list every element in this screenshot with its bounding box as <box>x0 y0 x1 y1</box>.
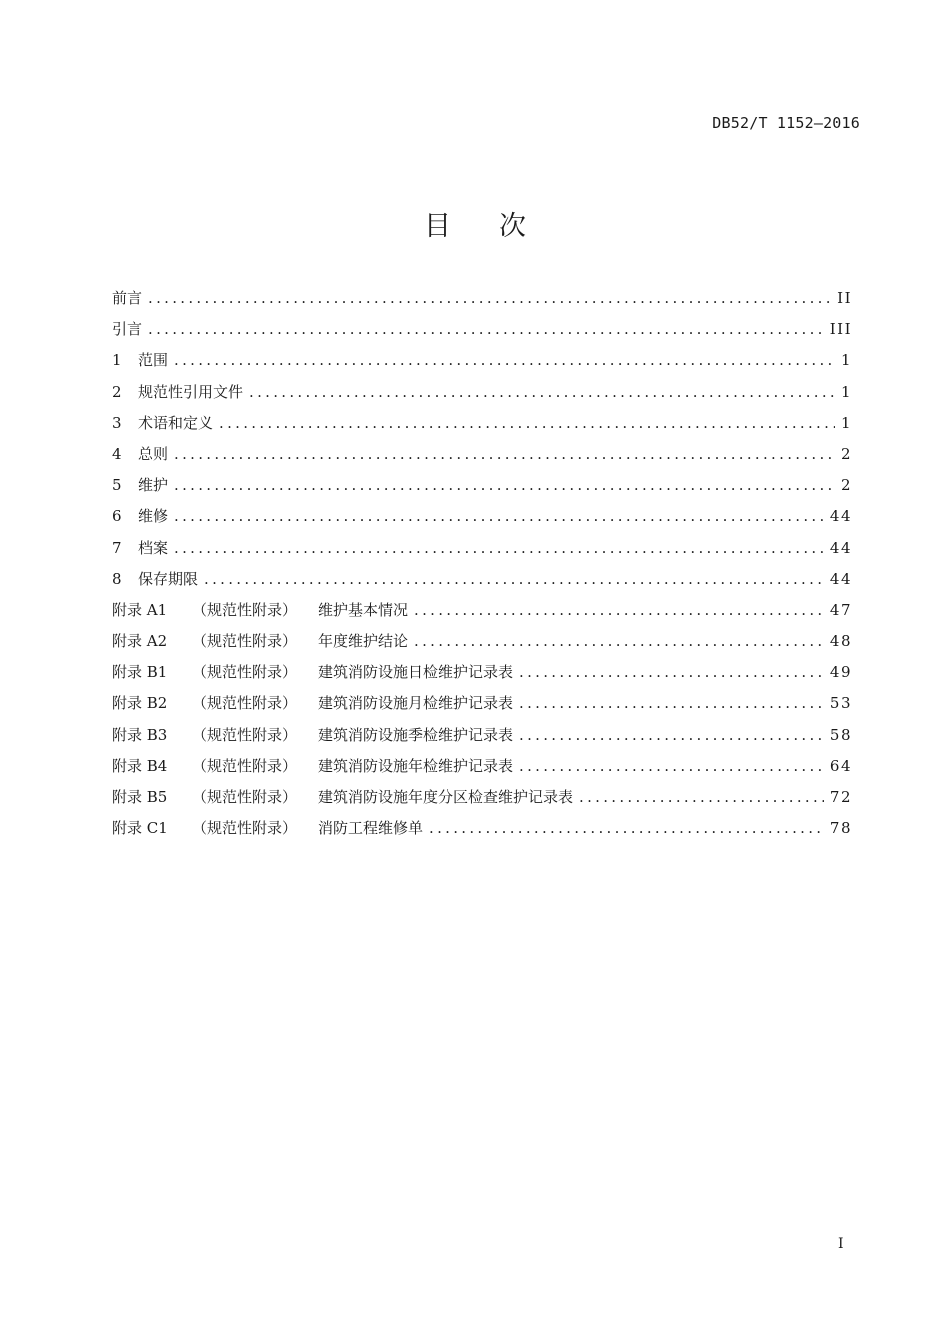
appendix-kind: （规范性附录） <box>192 725 298 744</box>
dot-leader <box>204 564 824 595</box>
page-folio: I <box>838 1236 844 1252</box>
toc-entry-label: 建筑消防设施年检维护记录表 <box>318 756 514 775</box>
dot-leader <box>519 688 824 719</box>
toc-page-number: 53 <box>829 694 852 713</box>
toc-entry-appendix[interactable] <box>112 595 852 626</box>
dot-leader <box>414 626 824 657</box>
toc-entry-label: 消防工程维修单 <box>318 819 424 838</box>
appendix-kind: （规范性附录） <box>192 600 298 619</box>
appendix-kind: （规范性附录） <box>192 663 298 682</box>
dot-leader <box>249 377 835 408</box>
toc-page-number: 78 <box>829 819 852 838</box>
appendix-kind: （规范性附录） <box>192 819 298 838</box>
dot-leader <box>148 314 824 345</box>
toc-page-number: III <box>829 320 852 339</box>
appendix-kind: （规范性附录） <box>192 632 298 651</box>
toc-entry-label: 维护 <box>138 476 169 495</box>
toc-entry-label: 引言 <box>112 320 143 339</box>
chapter-number: 1 <box>112 351 122 370</box>
dot-leader <box>519 657 824 688</box>
page-title: 目次 <box>424 211 574 242</box>
toc-page-number: 2 <box>840 444 852 463</box>
toc-entry-appendix[interactable] <box>112 657 852 688</box>
dot-leader <box>519 751 824 782</box>
toc-entry-label: 规范性引用文件 <box>138 382 244 401</box>
toc-page-number: 2 <box>840 476 852 495</box>
appendix-kind: （规范性附录） <box>192 694 298 713</box>
toc-entry-appendix[interactable] <box>112 688 852 719</box>
dot-leader <box>519 720 824 751</box>
chapter-number: 3 <box>112 413 122 432</box>
toc-page-number: 48 <box>829 632 852 651</box>
dot-leader <box>429 813 824 844</box>
dot-leader <box>148 283 831 314</box>
toc-entry-label: 档案 <box>138 538 169 557</box>
toc-entry-label: 保存期限 <box>138 569 199 588</box>
dot-leader <box>174 501 824 532</box>
toc-entry-appendix[interactable] <box>112 751 852 782</box>
toc-entry-label: 总则 <box>138 444 169 463</box>
toc-page-number: 44 <box>829 569 852 588</box>
toc-page-number: 1 <box>840 351 852 370</box>
toc-entry-label: 建筑消防设施年度分区检查维护记录表 <box>318 788 574 806</box>
toc-entry-chapter[interactable] <box>112 470 852 501</box>
toc-entry-appendix[interactable] <box>112 720 852 751</box>
toc-entry-chapter[interactable] <box>112 533 852 564</box>
toc-page-number: 64 <box>829 756 852 775</box>
chapter-number: 4 <box>112 444 122 463</box>
toc-page-number: 44 <box>829 507 852 526</box>
dot-leader <box>414 595 824 626</box>
appendix-id: 附录 B5 <box>112 788 168 806</box>
toc-entry-introduction[interactable] <box>112 314 852 345</box>
toc-entry-foreword[interactable] <box>112 283 852 314</box>
toc-page-number: II <box>837 289 852 307</box>
toc-entry-label: 建筑消防设施月检维护记录表 <box>318 694 514 713</box>
dot-leader <box>579 782 824 813</box>
appendix-id: 附录 A2 <box>112 632 168 651</box>
toc-entry-chapter[interactable] <box>112 408 852 439</box>
toc-page-number: 49 <box>829 663 852 682</box>
toc-entry-chapter[interactable] <box>112 564 852 595</box>
toc-page-number: 58 <box>829 725 852 744</box>
toc-entry-chapter[interactable] <box>112 377 852 408</box>
toc-page-number: 44 <box>829 538 852 557</box>
toc-entry-chapter[interactable] <box>112 439 852 470</box>
toc-entry-appendix[interactable] <box>112 626 852 657</box>
appendix-kind: （规范性附录） <box>192 756 298 775</box>
appendix-id: 附录 B2 <box>112 694 168 713</box>
toc-entry-chapter[interactable] <box>112 345 852 376</box>
toc-page-number: 1 <box>840 382 852 401</box>
toc-page-number: 1 <box>840 413 852 432</box>
chapter-number: 6 <box>112 507 122 526</box>
appendix-id: 附录 B3 <box>112 725 168 744</box>
chapter-number: 7 <box>112 538 122 557</box>
standard-code: DB52/T 1152—2016 <box>712 114 860 132</box>
toc-entry-label: 建筑消防设施季检维护记录表 <box>318 725 514 744</box>
appendix-id: 附录 C1 <box>112 819 168 838</box>
toc-entry-label: 维护基本情况 <box>318 600 409 619</box>
chapter-number: 8 <box>112 569 122 588</box>
chapter-number: 2 <box>112 382 122 401</box>
dot-leader <box>174 533 824 564</box>
appendix-id: 附录 B1 <box>112 663 168 682</box>
toc-entry-label: 年度维护结论 <box>318 632 409 651</box>
toc-entry-label: 建筑消防设施日检维护记录表 <box>318 663 514 682</box>
toc-entry-label: 前言 <box>112 289 143 307</box>
appendix-id: 附录 A1 <box>112 600 168 619</box>
dot-leader <box>219 408 835 439</box>
dot-leader <box>174 470 835 501</box>
chapter-number: 5 <box>112 476 122 495</box>
toc-page-number: 72 <box>829 788 852 806</box>
appendix-kind: （规范性附录） <box>192 788 298 806</box>
toc-entry-label: 术语和定义 <box>138 413 214 432</box>
toc-entry-appendix[interactable] <box>112 782 852 813</box>
toc-entry-appendix[interactable] <box>112 813 852 844</box>
toc-entry-label: 范围 <box>138 351 169 370</box>
toc-entry-label: 维修 <box>138 507 169 526</box>
toc-page-number: 47 <box>829 600 852 619</box>
appendix-id: 附录 B4 <box>112 756 168 775</box>
dot-leader <box>174 439 835 470</box>
dot-leader <box>174 345 835 376</box>
table-of-contents <box>112 283 852 844</box>
toc-entry-chapter[interactable] <box>112 501 852 532</box>
